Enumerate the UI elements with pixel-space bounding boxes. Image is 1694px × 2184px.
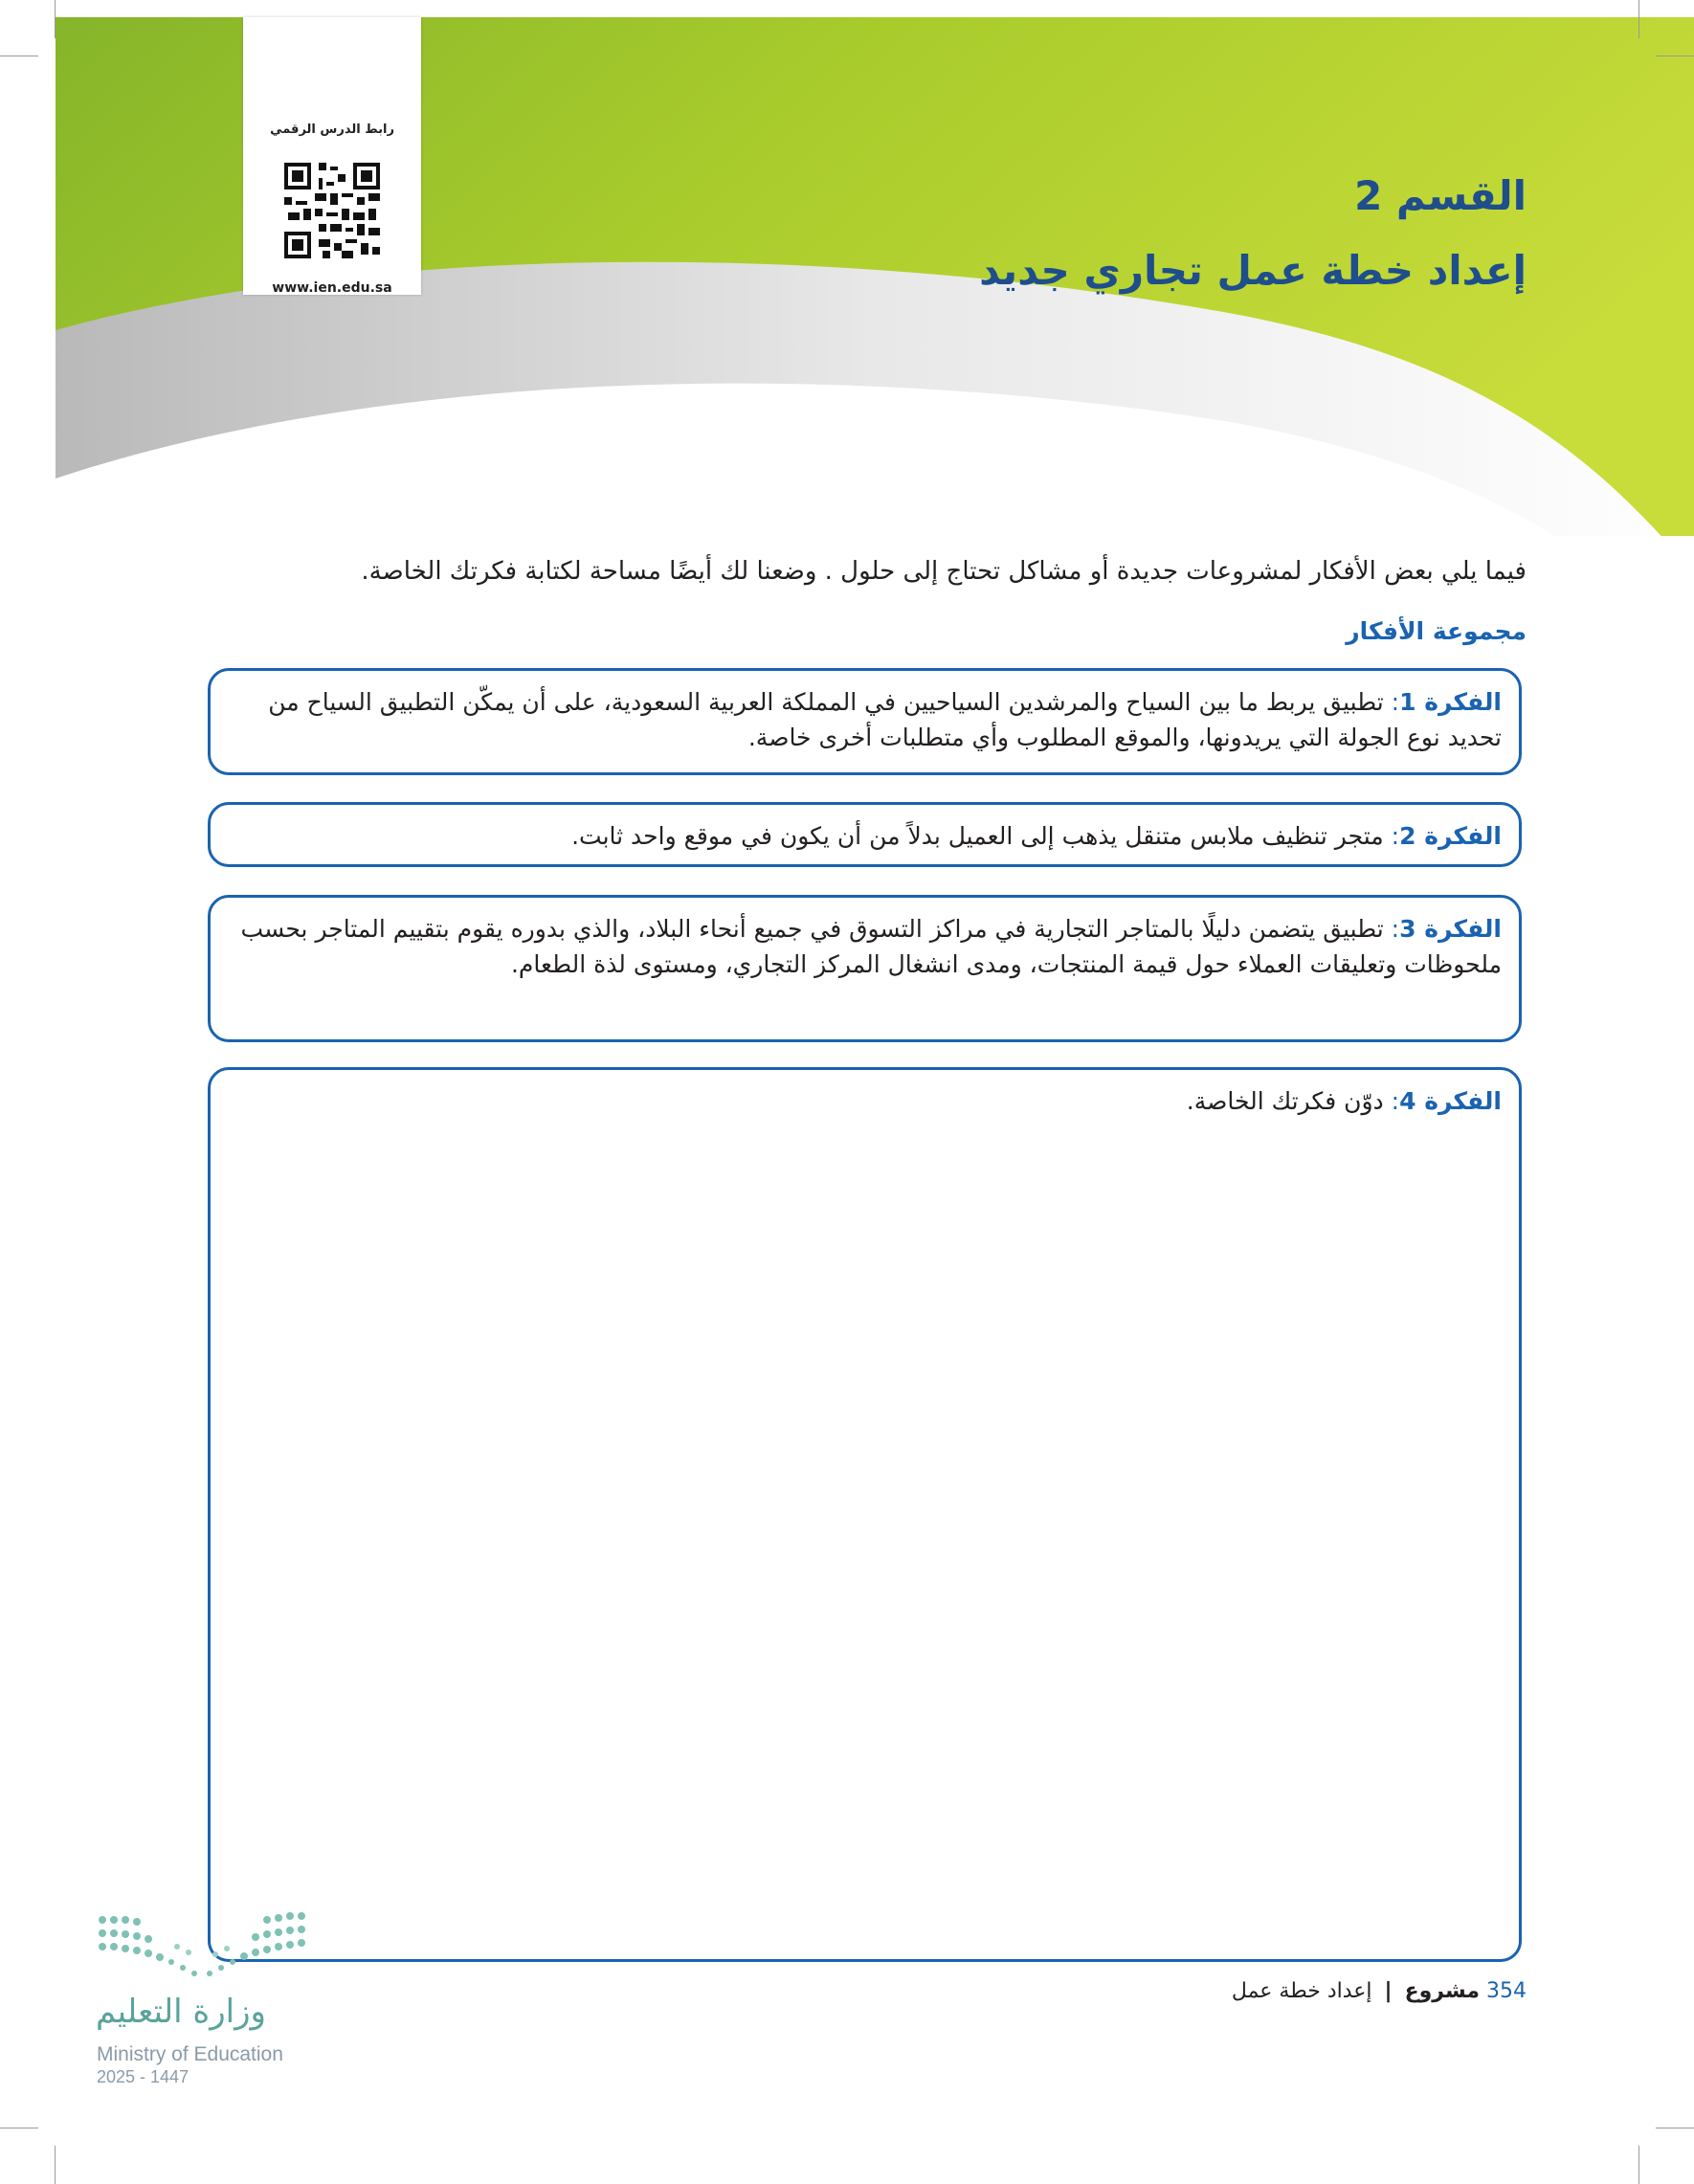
idea-box xyxy=(208,895,1522,1042)
ministry-name-en: Ministry of Education xyxy=(97,2043,283,2065)
crop-mark xyxy=(55,0,56,38)
crop-mark xyxy=(55,2146,56,2184)
qr-card[interactable] xyxy=(243,17,421,295)
footer-title: إعداد خطة عمل xyxy=(1231,1979,1372,2003)
own-idea-box[interactable] xyxy=(208,1067,1522,1962)
page-title: إعداد خطة عمل تجاري جديد xyxy=(979,247,1527,294)
section-label: القسم 2 xyxy=(1354,172,1527,219)
idea-text: دوّن فكرتك الخاصة. xyxy=(1186,1087,1384,1115)
idea-separator: : xyxy=(1391,688,1400,716)
idea-separator: : xyxy=(1391,822,1400,850)
ministry-logo-icon xyxy=(91,1905,321,2000)
qr-url[interactable]: www.ien.edu.sa xyxy=(272,280,392,296)
idea-label: الفكرة 4 xyxy=(1399,1087,1502,1115)
footer-project-label: مشروع xyxy=(1404,1979,1480,2003)
qr-code-icon[interactable] xyxy=(284,163,380,258)
footer-separator: | xyxy=(1384,1979,1393,2003)
qr-title: رابط الدرس الرقمي xyxy=(270,123,394,137)
idea-separator: : xyxy=(1391,1087,1400,1115)
idea-box xyxy=(208,668,1522,775)
idea-label: الفكرة 3 xyxy=(1399,915,1502,943)
intro-paragraph: فيما يلي بعض الأفكار لمشروعات جديدة أو مشاكل تحتاج إلى حلول . وضعنا لك أيضًا مساحة لكتابة فكرتك الخاصة. xyxy=(361,557,1527,586)
ministry-year: 2025 - 1447 xyxy=(97,2067,189,2086)
group-heading: مجموعة الأفكار xyxy=(1346,617,1527,645)
page-footer xyxy=(1232,1979,1527,2003)
page-number: 354 xyxy=(1486,1979,1527,2003)
idea-label: الفكرة 2 xyxy=(1399,822,1502,850)
idea-text: تطبيق يتضمن دليلًا بالمتاجر التجارية في مراكز التسوق في جميع أنحاء البلاد، والذي بدوره يقوم بتقييم المتاجر بحسب ملحوظات وتعليقات العملاء حول قيمة المنتجات، ومدى انشغال المركز التجاري، ومستوى لذة الطعام. xyxy=(240,915,1502,978)
idea-label: الفكرة 1 xyxy=(1399,688,1502,716)
crop-mark xyxy=(1638,2146,1639,2184)
idea-text: متجر تنظيف ملابس متنقل يذهب إلى العميل بدلاً من أن يكون في موقع واحد ثابت. xyxy=(571,822,1384,850)
idea-separator: : xyxy=(1391,915,1400,943)
ministry-name-ar: وزارة التعليم xyxy=(96,1993,266,2031)
idea-box xyxy=(208,802,1522,867)
idea-text: تطبيق يربط ما بين السياح والمرشدين السياحيين في المملكة العربية السعودية، على أن يمكّن التطبيق السياح من تحديد نوع الجولة التي يريدونها، والموقع المطلوب وأي متطلبات أخرى خاصة. xyxy=(268,688,1502,751)
crop-mark xyxy=(1638,0,1639,38)
